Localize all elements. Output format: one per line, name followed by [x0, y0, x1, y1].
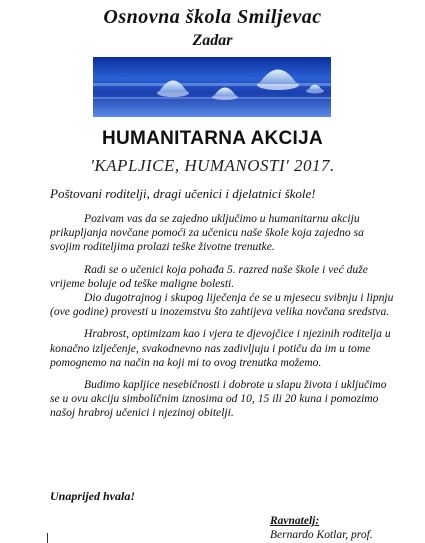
banner-image [93, 57, 331, 117]
school-name: Osnovna škola Smiljevac [103, 6, 322, 28]
document-title: HUMANITARNA AKCIJA [101, 128, 324, 149]
signature-name: Bernardo Kotlar, prof. [270, 529, 373, 541]
document-subtitle: 'KAPLJICE, HUMANOSTI' 2017. [90, 156, 335, 175]
paragraph-3: Dio dugotrajnog i skupog liječenja će se u mjesecu svibnju i lipnju (ove godine) provesti u inozemstvu što zahtijeva velika novčana sredstva. [50, 291, 394, 319]
signature-role: Ravnatelj: [270, 515, 320, 527]
paragraph-5: Budimo kapljice nesebičnosti i dobrote u slapu života i uključimo se u ovu akciju simboličnim iznosima od 10, 15 ili 20 kuna i pomozimo našoj hrabroj učenici i njezinoj obitelji. [50, 378, 387, 420]
paragraph-1: Pozivam vas da se zajedno uključimo u humanitarnu akciju prikupljanja novčane pomoći za učenicu naše škole koja zajedno sa svojim roditeljima prolazi teške životne trenutke. [50, 212, 364, 254]
closing-thanks: Unaprijed hvala! [50, 489, 136, 503]
paragraph-4: Hrabrost, optimizam kao i vjera te djevojčice i njezinih roditelja u konačno izlječenje, svakodnevno nas zadivljuju i potiču da im u tome pomognemo na način na koji mi to ovog trenutka možemo. [50, 327, 391, 369]
paragraph-2: Radi se o učenici koja pohađa 5. razred naše škole i već duže vrijeme boluje od teške maligne bolesti. [50, 262, 368, 290]
greeting: Poštovani roditelji, dragi učenici i djelatnici škole! [50, 186, 316, 201]
margin-mark [47, 533, 48, 543]
letter-body [50, 212, 396, 429]
school-city: Zadar [192, 32, 233, 49]
water-drops-banner [93, 57, 331, 117]
